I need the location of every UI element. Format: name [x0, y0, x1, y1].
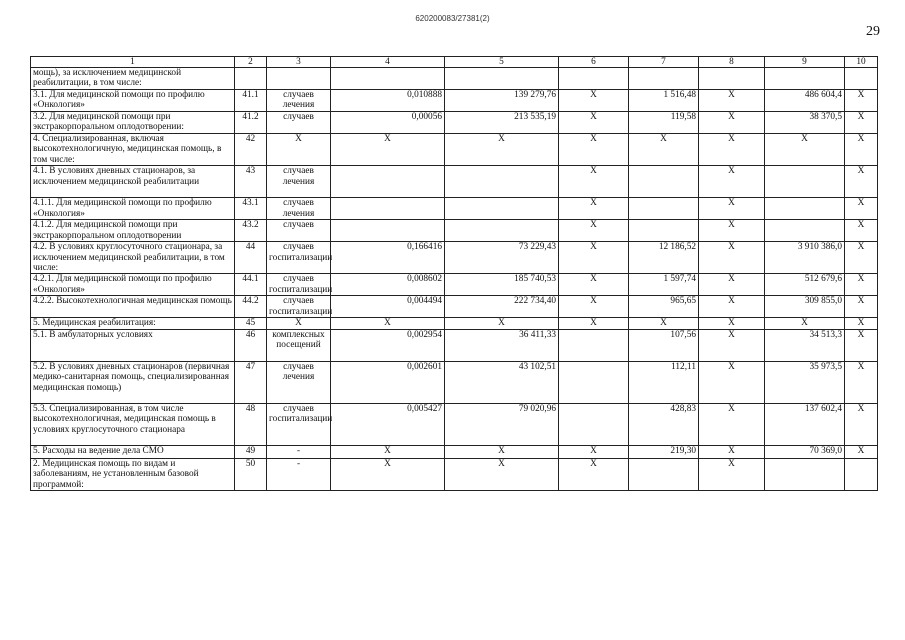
table-cell-col-6: X	[559, 445, 629, 458]
table-cell-col-9: 309 855,0	[765, 296, 845, 318]
table-cell-col-7	[629, 220, 699, 242]
table-cell-col-5: X	[445, 445, 559, 458]
table-cell-col-6: X	[559, 296, 629, 318]
table-cell-col-1: мощь), за исключением медицинской реабилитации, в том числе:	[31, 68, 235, 90]
table-cell-col-3: случаев госпитализации	[267, 274, 331, 296]
table-cell-col-1: 3.1. Для медицинской помощи по профилю «Онкология»	[31, 90, 235, 112]
table-row	[31, 220, 878, 242]
table-cell-col-1: 5.2. В условиях дневных стационаров (первичная медико-санитарная помощь, специализированная медицинская помощь)	[31, 361, 235, 403]
table-cell-col-4: X	[331, 445, 445, 458]
table-header-row	[31, 57, 878, 68]
table-cell-col-6: X	[559, 242, 629, 274]
table-cell-col-5: 36 411,33	[445, 329, 559, 361]
table-cell-col-10: X	[845, 198, 878, 220]
table-cell-col-9: 137 602,4	[765, 403, 845, 445]
table-row	[31, 112, 878, 134]
table-cell-col-5: 213 535,19	[445, 112, 559, 134]
table-cell-col-1: 5. Медицинская реабилитация:	[31, 318, 235, 329]
table-cell-col-10: X	[845, 166, 878, 198]
table-row	[31, 242, 878, 274]
table-cell-col-4	[331, 68, 445, 90]
table-cell-col-6: X	[559, 274, 629, 296]
table-cell-col-9: 70 369,0	[765, 445, 845, 458]
table-cell-col-4: X	[331, 458, 445, 490]
table-row	[31, 458, 878, 490]
table-cell-col-8: X	[699, 166, 765, 198]
column-header-5: 5	[445, 57, 559, 68]
table-cell-col-10: X	[845, 361, 878, 403]
table-cell-col-5: 43 102,51	[445, 361, 559, 403]
table-cell-col-1: 2. Медицинская помощь по видам и заболеваниям, не установленным базовой программой:	[31, 458, 235, 490]
table-cell-col-8: X	[699, 220, 765, 242]
table-cell-col-4	[331, 198, 445, 220]
page-number: 29	[866, 24, 880, 39]
table-cell-col-3: случаев	[267, 112, 331, 134]
table-cell-col-9	[765, 68, 845, 90]
table-row	[31, 329, 878, 361]
table-cell-col-10: X	[845, 220, 878, 242]
table-cell-col-9: X	[765, 318, 845, 329]
table-cell-col-2: 43	[235, 166, 267, 198]
table-row	[31, 134, 878, 166]
table-cell-col-5: 139 279,76	[445, 90, 559, 112]
table-cell-col-2: 42	[235, 134, 267, 166]
table-cell-col-5: 185 740,53	[445, 274, 559, 296]
table-cell-col-10: X	[845, 112, 878, 134]
table-cell-col-1: 4.2.1. Для медицинской помощи по профилю «Онкология»	[31, 274, 235, 296]
table-cell-col-8	[699, 68, 765, 90]
table-cell-col-6	[559, 361, 629, 403]
table-cell-col-1: 5.3. Специализированная, в том числе высокотехнологичная, медицинская помощь в условиях круглосуточного стационара	[31, 403, 235, 445]
table-cell-col-6: X	[559, 458, 629, 490]
table-cell-col-5: 79 020,96	[445, 403, 559, 445]
table-cell-col-6: X	[559, 220, 629, 242]
table-cell-col-3: -	[267, 445, 331, 458]
table-cell-col-10: X	[845, 90, 878, 112]
table-cell-col-9: 3 910 386,0	[765, 242, 845, 274]
table-cell-col-7: 112,11	[629, 361, 699, 403]
table-cell-col-7: 107,56	[629, 329, 699, 361]
table-cell-col-3: случаев лечения	[267, 198, 331, 220]
table-cell-col-5: 222 734,40	[445, 296, 559, 318]
table-cell-col-7	[629, 166, 699, 198]
table-cell-col-6	[559, 68, 629, 90]
table-row	[31, 361, 878, 403]
table-cell-col-7: X	[629, 318, 699, 329]
table-cell-col-7: 428,83	[629, 403, 699, 445]
column-header-9: 9	[765, 57, 845, 68]
table-cell-col-9	[765, 166, 845, 198]
table-cell-col-7	[629, 198, 699, 220]
table-cell-col-2: 41.1	[235, 90, 267, 112]
column-header-8: 8	[699, 57, 765, 68]
table-cell-col-9: 486 604,4	[765, 90, 845, 112]
table-cell-col-7	[629, 68, 699, 90]
column-header-3: 3	[267, 57, 331, 68]
table-cell-col-10	[845, 68, 878, 90]
table-row	[31, 198, 878, 220]
table-cell-col-3: -	[267, 458, 331, 490]
table-cell-col-2: 44.2	[235, 296, 267, 318]
table-cell-col-9: 34 513,3	[765, 329, 845, 361]
data-table	[30, 56, 878, 491]
column-header-6: 6	[559, 57, 629, 68]
table-cell-col-5: 73 229,43	[445, 242, 559, 274]
table-cell-col-3: случаев	[267, 220, 331, 242]
table-cell-col-5: X	[445, 458, 559, 490]
column-header-2: 2	[235, 57, 267, 68]
table-cell-col-8: X	[699, 242, 765, 274]
table-cell-col-10: X	[845, 403, 878, 445]
table-cell-col-4: 0,002601	[331, 361, 445, 403]
table-row	[31, 68, 878, 90]
table-cell-col-6	[559, 403, 629, 445]
column-header-7: 7	[629, 57, 699, 68]
table-cell-col-6: X	[559, 112, 629, 134]
table-cell-col-8: X	[699, 90, 765, 112]
table-cell-col-3: случаев госпитализации	[267, 296, 331, 318]
table-row	[31, 403, 878, 445]
table-cell-col-1: 5. Расходы на ведение дела СМО	[31, 445, 235, 458]
table-cell-col-8: X	[699, 112, 765, 134]
table-cell-col-7: X	[629, 134, 699, 166]
table-cell-col-10	[845, 458, 878, 490]
table-cell-col-4: X	[331, 318, 445, 329]
table-cell-col-3	[267, 68, 331, 90]
table-cell-col-8: X	[699, 361, 765, 403]
table-cell-col-4: 0,005427	[331, 403, 445, 445]
table-cell-col-8: X	[699, 318, 765, 329]
table-row	[31, 296, 878, 318]
table-cell-col-3: X	[267, 318, 331, 329]
table-cell-col-2: 47	[235, 361, 267, 403]
table-cell-col-6	[559, 329, 629, 361]
table-cell-col-5	[445, 166, 559, 198]
table-cell-col-1: 4.2. В условиях круглосуточного стационара, за исключением медицинской реабилитации, в том числе:	[31, 242, 235, 274]
table-cell-col-2: 46	[235, 329, 267, 361]
table-cell-col-7: 219,30	[629, 445, 699, 458]
table-cell-col-4: 0,004494	[331, 296, 445, 318]
table-cell-col-4: 0,008602	[331, 274, 445, 296]
table-cell-col-9	[765, 198, 845, 220]
table-cell-col-8: X	[699, 403, 765, 445]
table-cell-col-8: X	[699, 134, 765, 166]
table-cell-col-10: X	[845, 329, 878, 361]
table-row	[31, 90, 878, 112]
table-cell-col-6: X	[559, 198, 629, 220]
table-cell-col-1: 4.2.2. Высокотехнологичная медицинская помощь	[31, 296, 235, 318]
table-cell-col-6: X	[559, 318, 629, 329]
table-row	[31, 318, 878, 329]
column-header-1: 1	[31, 57, 235, 68]
table-cell-col-5	[445, 68, 559, 90]
table-cell-col-3: комплексных посещений	[267, 329, 331, 361]
table-cell-col-9	[765, 220, 845, 242]
table-cell-col-3: случаев лечения	[267, 90, 331, 112]
table-cell-col-3: случаев госпитализации	[267, 242, 331, 274]
table-cell-col-5	[445, 220, 559, 242]
table-cell-col-1: 3.2. Для медицинской помощи при экстракорпоральном оплодотворении:	[31, 112, 235, 134]
table-cell-col-6: X	[559, 166, 629, 198]
table-cell-col-6: X	[559, 134, 629, 166]
table-cell-col-4: 0,00056	[331, 112, 445, 134]
table-cell-col-2: 44.1	[235, 274, 267, 296]
table-cell-col-5: X	[445, 318, 559, 329]
table-body	[31, 68, 878, 491]
table-cell-col-2: 49	[235, 445, 267, 458]
table-cell-col-8: X	[699, 296, 765, 318]
column-header-4: 4	[331, 57, 445, 68]
table-cell-col-1: 4. Специализированная, включая высокотехнологичную, медицинская помощь, в том числе:	[31, 134, 235, 166]
table-row	[31, 445, 878, 458]
table-row	[31, 166, 878, 198]
table-cell-col-10: X	[845, 242, 878, 274]
table-cell-col-1: 4.1. В условиях дневных стационаров, за исключением медицинской реабилитации	[31, 166, 235, 198]
table-cell-col-7	[629, 458, 699, 490]
table-cell-col-8: X	[699, 274, 765, 296]
table-cell-col-1: 4.1.2. Для медицинской помощи при экстракорпоральном оплодотворении	[31, 220, 235, 242]
table-cell-col-10: X	[845, 445, 878, 458]
table-cell-col-5: X	[445, 134, 559, 166]
table-cell-col-10: X	[845, 134, 878, 166]
table-cell-col-2: 44	[235, 242, 267, 274]
table-cell-col-8: X	[699, 458, 765, 490]
table-cell-col-6: X	[559, 90, 629, 112]
table-cell-col-3: X	[267, 134, 331, 166]
table-cell-col-4	[331, 220, 445, 242]
table-cell-col-7: 1 516,48	[629, 90, 699, 112]
table-cell-col-10: X	[845, 274, 878, 296]
table-cell-col-2: 43.1	[235, 198, 267, 220]
table-cell-col-4: 0,010888	[331, 90, 445, 112]
table-cell-col-5	[445, 198, 559, 220]
table-cell-col-7: 119,58	[629, 112, 699, 134]
table-cell-col-4: 0,002954	[331, 329, 445, 361]
table-cell-col-4	[331, 166, 445, 198]
table-cell-col-10: X	[845, 318, 878, 329]
table-cell-col-2: 45	[235, 318, 267, 329]
column-header-10: 10	[845, 57, 878, 68]
table-row	[31, 274, 878, 296]
table-cell-col-10: X	[845, 296, 878, 318]
table-cell-col-9: 512 679,6	[765, 274, 845, 296]
table-cell-col-3: случаев лечения	[267, 166, 331, 198]
table-cell-col-9: X	[765, 134, 845, 166]
table-cell-col-8: X	[699, 445, 765, 458]
table-cell-col-8: X	[699, 329, 765, 361]
table-cell-col-2	[235, 68, 267, 90]
document-id: 620200083/27381(2)	[415, 14, 490, 23]
table-cell-col-1: 5.1. В амбулаторных условиях	[31, 329, 235, 361]
table-cell-col-2: 43.2	[235, 220, 267, 242]
table-cell-col-3: случаев госпитализации	[267, 403, 331, 445]
table-cell-col-2: 48	[235, 403, 267, 445]
table-cell-col-7: 965,65	[629, 296, 699, 318]
table-cell-col-2: 41.2	[235, 112, 267, 134]
table-cell-col-4: 0,166416	[331, 242, 445, 274]
table-cell-col-9: 38 370,5	[765, 112, 845, 134]
table-cell-col-8: X	[699, 198, 765, 220]
table-cell-col-4: X	[331, 134, 445, 166]
table-cell-col-2: 50	[235, 458, 267, 490]
table-cell-col-7: 1 597,74	[629, 274, 699, 296]
table-cell-col-9: 35 973,5	[765, 361, 845, 403]
table-cell-col-9	[765, 458, 845, 490]
table-cell-col-1: 4.1.1. Для медицинской помощи по профилю «Онкология»	[31, 198, 235, 220]
table-cell-col-3: случаев лечения	[267, 361, 331, 403]
table-cell-col-7: 12 186,52	[629, 242, 699, 274]
